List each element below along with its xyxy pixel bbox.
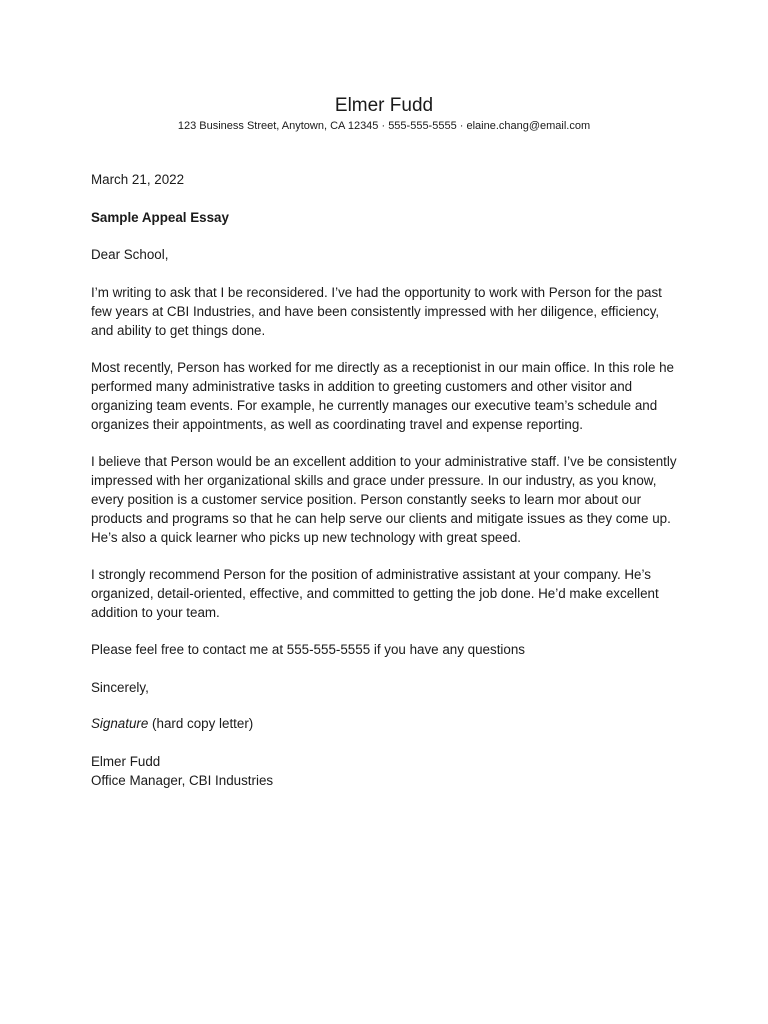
- body-paragraph-5: Please feel free to contact me at 555-555-5555 if you have any questions: [91, 642, 525, 657]
- body-paragraph-1: I’m writing to ask that I be reconsidered. I’ve had the opportunity to work with Person for the past few years at CBI Industries, and have been consistently impressed with her diligence, efficiency, and ability to get things done.: [91, 285, 662, 338]
- sender-contact-line: 123 Business Street, Anytown, CA 12345 · 555-555-5555 · elaine.chang@email.com: [177, 120, 591, 132]
- letter-subject: Sample Appeal Essay: [91, 210, 229, 225]
- letter-greeting: Dear School,: [91, 247, 169, 262]
- sender-name: Elmer Fudd: [334, 95, 434, 116]
- signature-word: Signature: [91, 716, 149, 731]
- signature-note: (hard copy letter): [148, 716, 254, 731]
- body-paragraph-2: Most recently, Person has worked for me directly as a receptionist in our main office. In this role he performed many administrative tasks in addition to greeting customers and other visitor and organizing team events. For example, he currently manages our executive team’s schedule and organizes their appointments, as well as coordinating travel and expense reporting.: [91, 360, 675, 432]
- letter-closing: Sincerely,: [91, 680, 149, 695]
- signature-line: [91, 714, 681, 733]
- body-paragraph-4: I strongly recommend Person for the position of administrative assistant at your company. He’s organized, detail-oriented, effective, and committed to getting the job done. He’d make excellent addition to your team.: [91, 567, 659, 620]
- body-paragraph-3: I believe that Person would be an excellent addition to your administrative staff. I’ve be consistently impressed with her organizational skills and grace under pressure. In our industry, as you know, every position is a customer service position. Person constantly seeks to learn mor about our products and programs so that he can help serve our clients and mitigate issues as they come up. He’s also a quick learner who picks up new technology with great speed.: [91, 454, 677, 545]
- letter-date: March 21, 2022: [91, 172, 185, 187]
- signer-title: Office Manager, CBI Industries: [91, 773, 274, 788]
- signer-name: Elmer Fudd: [91, 754, 161, 769]
- signer-block: [91, 752, 681, 790]
